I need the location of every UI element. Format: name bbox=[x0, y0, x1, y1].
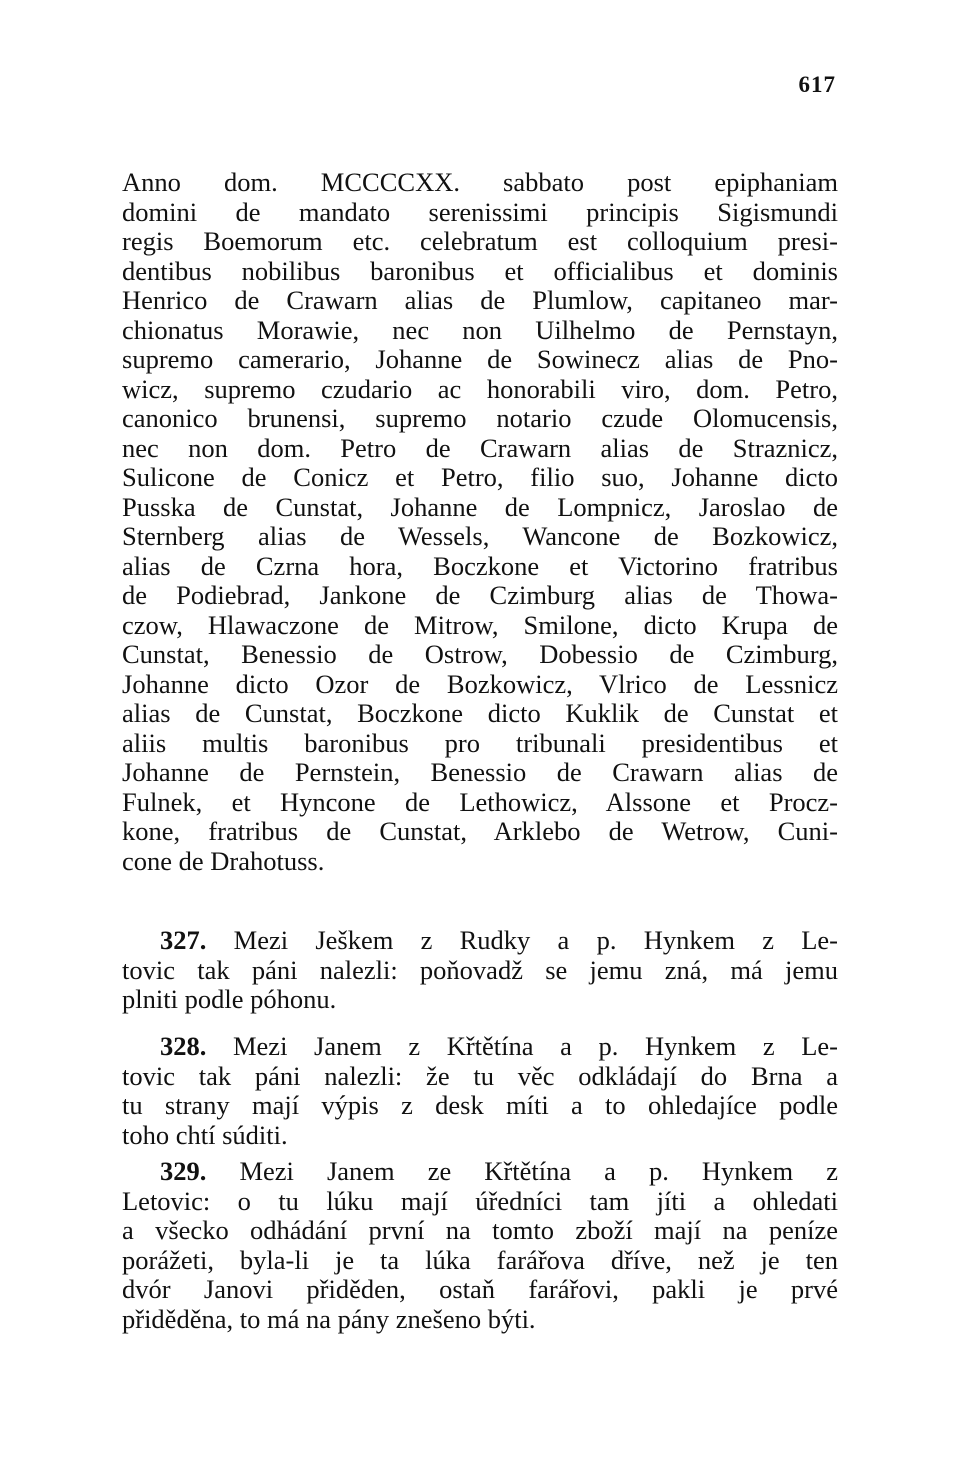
text-line: Letovic: o tu lúku mají úředníci tam jíti a ohledati bbox=[122, 1186, 838, 1216]
entry-327 bbox=[122, 926, 838, 1015]
text-line: Sulicone de Conicz et Petro, filio suo, Johanne dicto bbox=[122, 463, 838, 492]
text-line: a všecko odhádání první na tomto zboží mají na peníze bbox=[122, 1216, 838, 1245]
text-line: domini de mandato serenissimi principis Sigismundi bbox=[122, 197, 838, 227]
text-line: cone de Drahotuss. bbox=[122, 846, 325, 876]
entry-number: 328. bbox=[160, 1032, 207, 1061]
text-line: czow, Hlawaczone de Mitrow, Smilone, dicto Krupa de bbox=[122, 610, 838, 640]
text-line: aliis multis baronibus pro tribunali presidentibus et bbox=[122, 728, 838, 758]
entry-329 bbox=[122, 1157, 838, 1334]
text-line: canonico brunensi, supremo notario czude Olomucensis, bbox=[122, 404, 838, 433]
entry-number: 327. bbox=[160, 926, 207, 955]
entry-text: Mezi Ješkem z Rudky a p. Hynkem z Le- bbox=[233, 926, 838, 955]
text-line: chionatus Morawie, nec non Uilhelmo de Pernstayn, bbox=[122, 315, 838, 345]
text-line: tovic tak páni nalezli: poňovadž se jemu zná, má jemu bbox=[122, 955, 838, 985]
text-line: přiděděna, to má na pány znešeno býti. bbox=[122, 1304, 536, 1334]
text-line: Johanne dicto Ozor de Bozkowicz, Vlrico de Lessnicz bbox=[122, 669, 838, 699]
text-line: porážeti, byla-li je ta lúka farářova dříve, než je ten bbox=[122, 1245, 838, 1275]
entry-number: 329. bbox=[160, 1157, 207, 1186]
text-line: Fulnek, et Hyncone de Lethowicz, Alssone et Procz- bbox=[122, 787, 838, 817]
latin-paragraph bbox=[122, 168, 838, 876]
text-line: Henrico de Crawarn alias de Plumlow, capitaneo mar- bbox=[122, 286, 838, 315]
text-line: alias de Czrna hora, Boczkone et Victorino fratribus bbox=[122, 551, 838, 581]
text-line: kone, fratribus de Cunstat, Arklebo de Wetrow, Cuni- bbox=[122, 817, 838, 846]
text-line: Anno dom. MCCCCXX. sabbato post epiphaniam bbox=[122, 168, 838, 197]
page-number: 617 bbox=[798, 72, 836, 97]
text-line: toho chtí súditi. bbox=[122, 1120, 288, 1150]
entry-328 bbox=[122, 1032, 838, 1150]
text-line: tovic tak páni nalezli: že tu věc odkládají do Brna a bbox=[122, 1061, 838, 1091]
entry-text: Mezi Janem z Křtětína a p. Hynkem z Le- bbox=[232, 1032, 838, 1061]
text-line: wicz, supremo czudario ac honorabili viro, dom. Petro, bbox=[122, 374, 838, 404]
text-line: de Podiebrad, Jankone de Czimburg alias de Thowa- bbox=[122, 581, 838, 610]
entry-first-line bbox=[122, 926, 838, 956]
text-line: regis Boemorum etc. celebratum est colloquium presi- bbox=[122, 227, 838, 256]
entry-first-line bbox=[122, 1157, 838, 1187]
text-line: Johanne de Pernstein, Benessio de Crawarn alias de bbox=[122, 758, 838, 787]
text-line: nec non dom. Petro de Crawarn alias de Straznicz, bbox=[122, 433, 838, 463]
text-line: Sternberg alias de Wessels, Wancone de Bozkowicz, bbox=[122, 522, 838, 551]
text-line: dentibus nobilibus baronibus et officialibus et dominis bbox=[122, 256, 838, 286]
text-line: tu strany mají výpis z desk míti a to ohledajíce podle bbox=[122, 1091, 838, 1120]
entry-first-line bbox=[122, 1032, 838, 1062]
entry-text: Mezi Janem ze Křtětína a p. Hynkem z bbox=[239, 1157, 838, 1186]
text-line: Cunstat, Benessio de Ostrow, Dobessio de Czimburg, bbox=[122, 640, 838, 669]
text-line: Pusska de Cunstat, Johanne de Lompnicz, Jaroslao de bbox=[122, 492, 838, 522]
text-line: dvór Janovi přiděden, ostaň farářovi, pakli je prvé bbox=[122, 1275, 838, 1304]
text-line: plniti podle póhonu. bbox=[122, 985, 337, 1014]
text-line: alias de Cunstat, Boczkone dicto Kuklik de Cunstat et bbox=[122, 699, 838, 728]
text-line: supremo camerario, Johanne de Sowinecz alias de Pno- bbox=[122, 345, 838, 374]
